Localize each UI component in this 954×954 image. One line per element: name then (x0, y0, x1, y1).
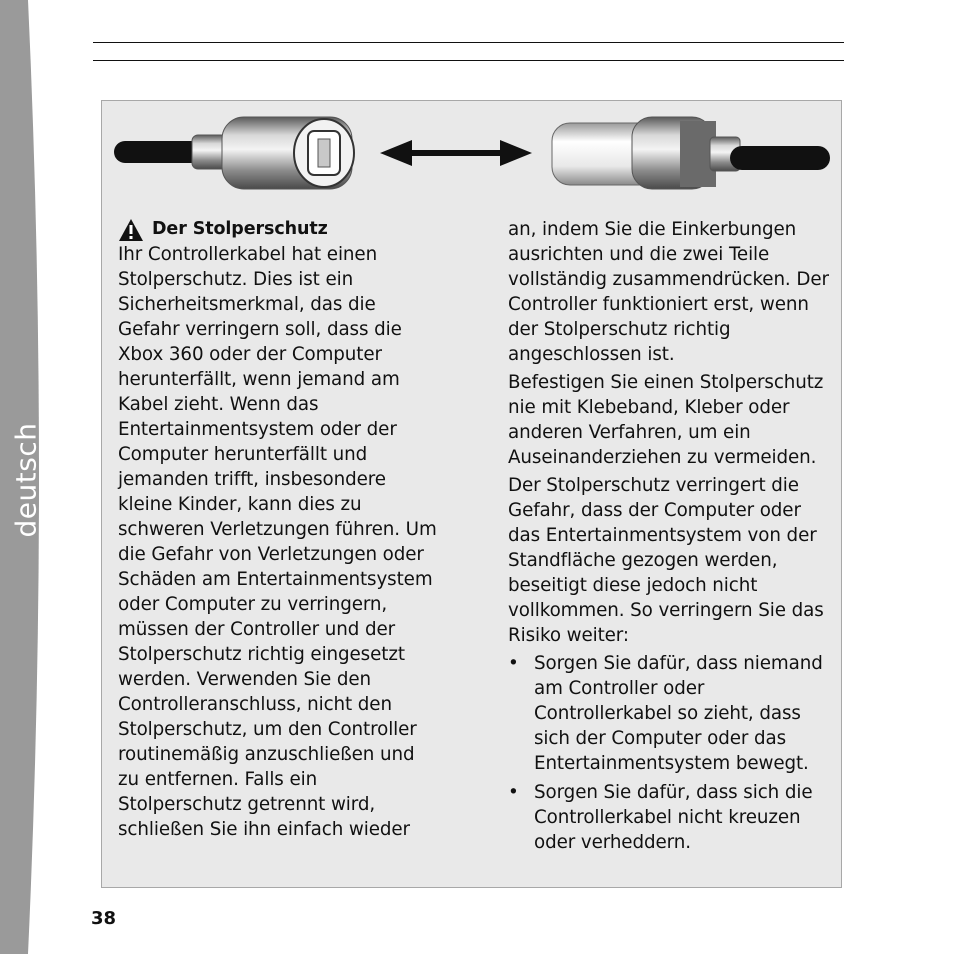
left-column (118, 217, 438, 842)
section-heading (118, 217, 438, 242)
warning-triangle-icon (118, 218, 144, 242)
left-paragraph: Ihr Controllerkabel hat einen Stolperschutz. Dies ist ein Sicherheitsmerkmal, das die Gefahr verringern soll, dass die Xbox 360 oder der Computer herunterfällt, wenn jemand am Kabel zieht. Wenn das Entertainmentsystem oder der Computer herunterfällt und jemanden trifft, insbesondere kleine Kinder, kann dies zu schweren Verletzungen führen. Um die Gefahr von Verletzungen oder Schäden am Entertainmentsystem oder Computer zu verringern, müssen der Controller und der Stolperschutz richtig eingesetzt werden. Verwenden Sie den Controlleranschluss, nicht den Stolperschutz, um den Controller routinemäßig anzuschließen und zu entfernen. Falls ein Stolperschutz getrennt wird, schließen Sie ihn einfach wieder (118, 244, 437, 840)
bullet-text: Sorgen Sie dafür, dass sich die Controllerkabel nicht kreuzen oder verheddern. (534, 782, 813, 853)
header-rule-top (93, 42, 844, 43)
side-tab-label: deutsch (9, 422, 43, 538)
list-item (508, 651, 836, 776)
right-paragraph-2: Befestigen Sie einen Stolperschutz nie mit Klebeband, Kleber oder anderen Verfahren, um ein Auseinanderziehen zu vermeiden. (508, 372, 824, 468)
right-paragraph-3: Der Stolperschutz verringert die Gefahr, dass der Computer oder das Entertainmentsystem von der Standfläche gezogen werden, beseitigt diese jedoch nicht vollkommen. So verringern Sie das Risiko weiter: (508, 475, 824, 646)
bullet-dot: • (508, 653, 519, 674)
female-connector-icon (114, 117, 354, 189)
header-rule-bottom (93, 60, 844, 61)
right-column (508, 217, 836, 859)
connector-illustration (112, 113, 832, 203)
male-connector-icon (552, 117, 830, 189)
bullet-dot: • (508, 782, 519, 803)
side-tab-label-wrap (6, 420, 46, 540)
double-arrow-icon (380, 140, 532, 166)
warning-panel (101, 100, 842, 888)
list-item (508, 780, 836, 855)
section-heading-text: Der Stolperschutz (152, 219, 328, 239)
right-paragraph-1: an, indem Sie die Einkerbungen ausrichten und die zwei Teile vollständig zusammendrücken. Der Controller funktioniert erst, wenn der Stolperschutz richtig angeschlossen ist. (508, 219, 829, 365)
bullet-list (508, 651, 836, 855)
bullet-text: Sorgen Sie dafür, dass niemand am Controller oder Controllerkabel so zieht, dass sich der Computer oder das Entertainmentsystem bewegt. (534, 653, 823, 774)
page-number: 38 (91, 908, 117, 929)
